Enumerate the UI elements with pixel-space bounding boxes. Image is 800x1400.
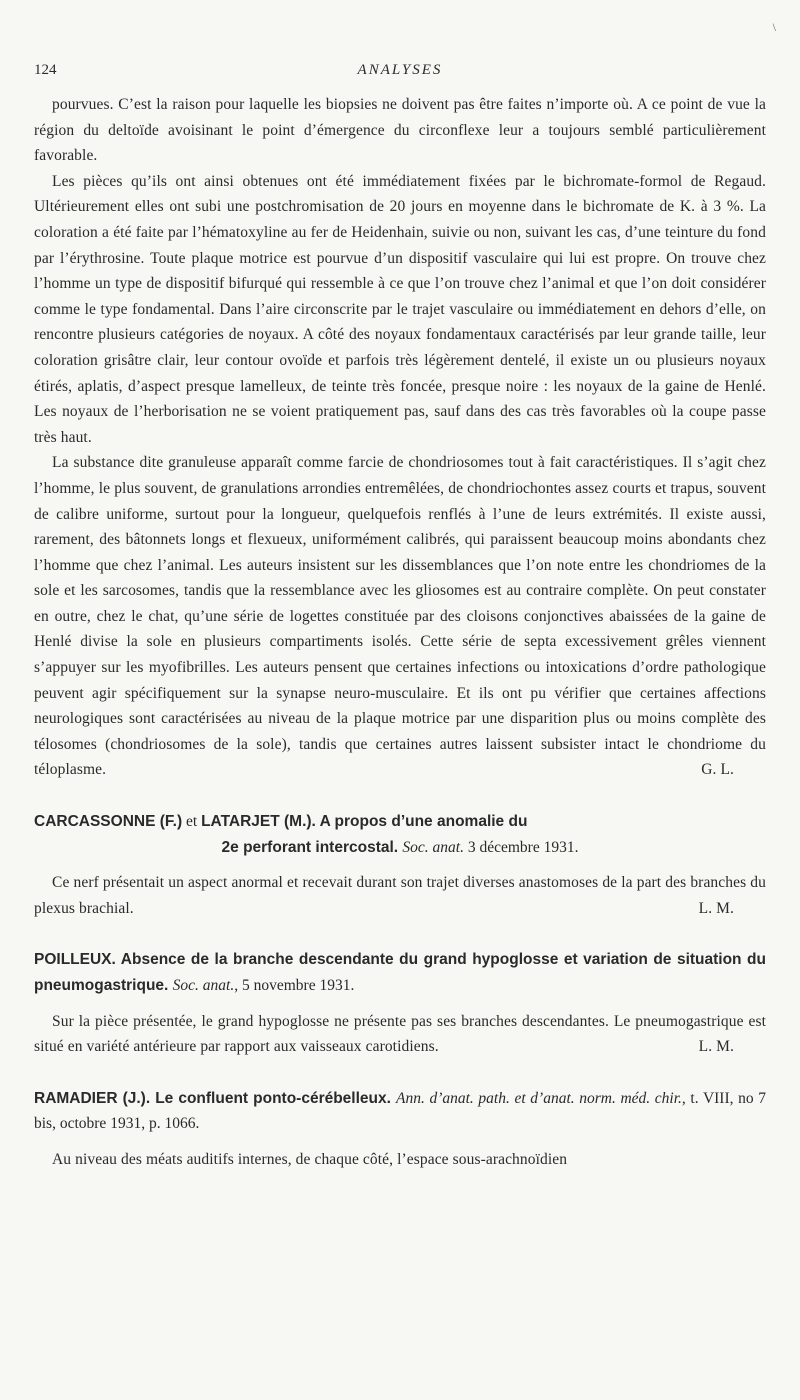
entry-author: CARCASSONNE (F.) xyxy=(34,813,183,831)
paragraph: pourvues. C’est la raison pour laquelle les biopsies ne doivent pas être faites n’importe où. A ce point de vue la région du deltoïde avoisinant le point d’émergence du circonflexe leur a toujours semblé particulièrement favorable. xyxy=(34,96,766,165)
entry-conjunction: et xyxy=(182,813,202,831)
entry-source: Soc. anat. xyxy=(402,838,464,856)
entry-text xyxy=(34,1009,766,1060)
entry-title: Le confluent ponto-cérébelleux. xyxy=(150,1089,391,1107)
entry-heading-ramadier xyxy=(34,1086,766,1137)
entry-author: RAMADIER (J.). xyxy=(34,1089,151,1107)
entry-date: , 5 novembre 1931. xyxy=(234,977,355,994)
entry-title: A propos d’une anomalie du xyxy=(315,813,528,831)
entry-text xyxy=(34,870,766,921)
running-title: ANALYSES xyxy=(357,62,443,78)
entry-author: POILLEUX. xyxy=(34,951,116,969)
entry-title: Absence de la branche descendante du grand hypoglosse et variation de situation du pneumogastrique. xyxy=(34,951,766,994)
page-number: 124 xyxy=(34,62,57,78)
signature: L. M. xyxy=(698,1038,734,1056)
page-header xyxy=(34,62,766,82)
entry-source: Ann. d’anat. path. et d’anat. norm. méd. chir. xyxy=(396,1089,682,1107)
entry-date: 3 décembre 1931. xyxy=(463,838,579,856)
paragraph: Les pièces qu’ils ont ainsi obtenues ont été immédiatement fixées par le bichromate-formol de Regaud. Ultérieurement elles ont subi une postchromisation de 20 jours en moyenne dans le bichromate de K. à 3 %. La coloration a été faite par l’hématoxyline au fer de Heidenhain, suivie ou non, suivant les cas, d’une teinture du fond par l’érythrosine. Toute plaque motrice est pourvue d’un dispositif vasculaire qui lui est propre. On trouve chez l’homme un type de dispositif bifurqué qui ressemble à ce que l’on trouve chez l’animal et que l’on doit considérer comme le type fondamental. Dans l’aire circonscrite par le trajet vasculaire ou immédiatement en dehors d’elle, on rencontre plusieurs catégories de noyaux. A côté des noyaux fondamentaux caractérisés par leur grande taille, leur coloration grisâtre clair, leur contour ovoïde et parfois très légèrement dentelé, il existe un ou plusieurs noyaux étirés, aplatis, d’aspect presque lamelleux, de teinte très foncée, presque noire : les noyaux de la gaine de Henlé. Les noyaux de l’herborisation ne se voient pratiquement pas, sauf dans des cas très favorables où la coupe passe très haut. xyxy=(34,172,766,446)
page-body xyxy=(34,92,766,1173)
signature: L. M. xyxy=(698,899,734,917)
entry-text-content: Sur la pièce présentée, le grand hypoglosse ne présente pas ses branches descendantes. Le pneumogastrique est situé en variété antérieure par rapport aux vaisseaux carotidiens. xyxy=(34,1012,766,1056)
entry-text: Au niveau des méats auditifs internes, de chaque côté, l’espace sous-arachnoïdien xyxy=(52,1150,568,1168)
entry-title-cont: 2e perforant intercostal. xyxy=(221,838,399,856)
entry-date: , t. VIII, no 7 bis, octobre 1931, p. 1066. xyxy=(34,1089,766,1133)
paragraph xyxy=(34,450,766,783)
entry-coauthor: LATARJET (M.). xyxy=(201,813,316,831)
paragraph-text: La substance dite granuleuse apparaît comme farcie de chondriosomes tout à fait caractéristiques. Il s’agit chez l’homme, le plus souvent, de granulations arrondies entremêlées, de chondriochontes assez courts et trapus, souvent de calibre uniforme, surtout pour la longueur, quelquefois renflés à l’une de leurs extrémités. Il existe aussi, rarement, des bâtonnets longs et flexueux, uniformément calibrés, qui paraissent beaucoup moins abondants chez l’homme que chez l’animal. Les auteurs insistent sur les dissemblances que l’on note entre les chondriomes de la sole et les sarcosomes, tandis que la ressemblance avec les gliosomes est au contraire complète. On peut constater en outre, chez le chat, qu’une série de logettes constituée par des cloisons conjonctives abaissées de la gaine de Henlé divise la sole en plusieurs compartiments isolés. Cette série de septa excessivement grêles viennent s’appuyer sur les myofibrilles. Les auteurs pensent que certaines infections ou intoxications d’ordre pathologique peuvent agir spécifiquement sur la synapse neuro-musculaire. Et ils ont pu vérifier que certaines affections neurologiques sont caractérisées au niveau de la plaque motrice par une disparition plus ou moins complète des télosomes (chondriosomes de la sole), tandis que certaines autres laissent subsister intact le chondriome du téloplasme. xyxy=(34,454,766,779)
entry-source: Soc. anat. xyxy=(172,977,235,994)
entry-heading-poilleux xyxy=(34,947,766,998)
corner-mark: \ xyxy=(772,20,776,34)
entry-heading-carcassonne xyxy=(34,809,766,860)
signature: G. L. xyxy=(701,761,734,779)
entry-text-content: Ce nerf présentait un aspect anormal et recevait durant son trajet diverses anastomoses de la part des branches du plexus brachial. xyxy=(34,874,766,917)
